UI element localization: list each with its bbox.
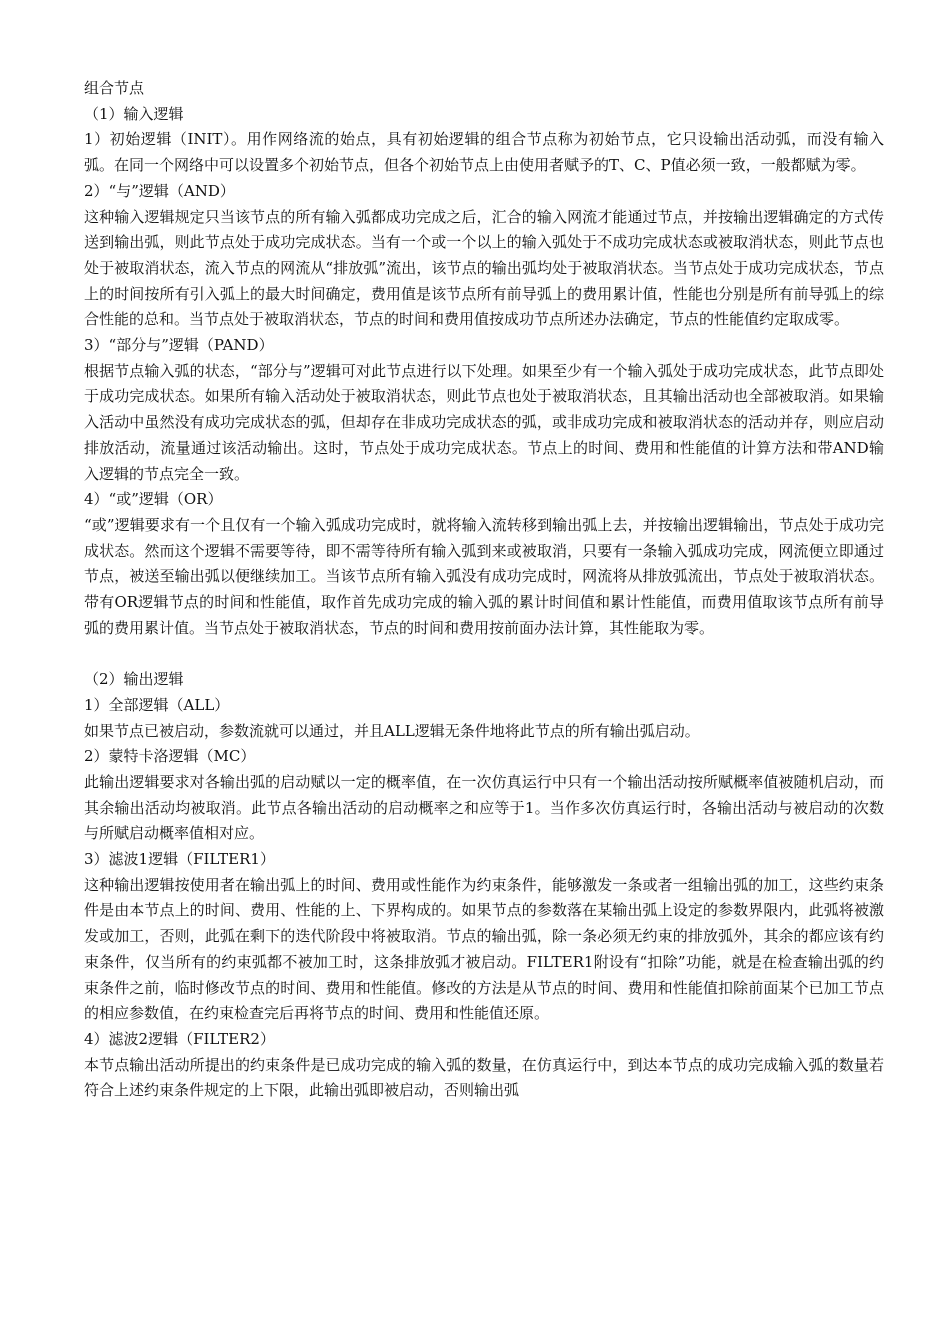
all-logic-paragraph: 如果节点已被启动，参数流就可以通过，并且ALL逻辑无条件地将此节点的所有输出弧启动。 [84,721,700,740]
pand-logic-paragraph: 根据节点输入弧的状态，“部分与”逻辑可对此节点进行以下处理。如果至少有一个输入弧处于成功完成状态，此节点即处于成功完成状态。如果所有输入活动处于被取消状态，则此节点也处于被取消状态，且其输出活动也全部被取消。如果输入活动中虽然没有成功完成状态的弧，但却存在非成功完成状态的弧，或非成功完成和被取消状态的活动并存，则应启动排放活动，流量通过该活动输出。这时，节点处于成功完成状态。节点上的时间、费用和性能值的计算方法和带AND输入逻辑的节点完全一致。 [84,361,884,483]
mc-logic-heading: 2）蒙特卡洛逻辑（MC） [84,747,256,766]
document-page [84,76,884,1104]
pand-logic-heading: 3）“部分与”逻辑（PAND） [84,336,274,355]
filter2-logic-paragraph: 本节点输出活动所提出的约束条件是已成功完成的输入弧的数量，在仿真运行中，到达本节点的成功完成输入弧的数量若符合上述约束条件规定的上下限，此输出弧即被启动，否则输出弧 [84,1055,884,1100]
mc-logic-paragraph: 此输出逻辑要求对各输出弧的启动赋以一定的概率值，在一次仿真运行中只有一个输出活动按所赋概率值被随机启动，而其余输出活动均被取消。此节点各输出活动的启动概率之和应等于1。当作多次仿真运行时，各输出活动与被启动的次数与所赋启动概率值相对应。 [84,772,884,843]
or-logic-paragraph: “或”逻辑要求有一个且仅有一个输入弧成功完成时，就将输入流转移到输出弧上去，并按输出逻辑输出，节点处于成功完成状态。然而这个逻辑不需要等待，即不需等待所有输入弧到来或被取消，只要有一条输入弧成功完成，网流便立即通过节点，被送至输出弧以便继续加工。当该节点所有输入弧没有成功完成时，网流将从排放弧流出，节点处于被取消状态。带有OR逻辑节点的时间和性能值，取作首先成功完成的输入弧的累计时间值和累计性能值，而费用值取该节点所有前导弧的费用累计值。当节点处于被取消状态，节点的时间和费用按前面办法计算，其性能取为零。 [84,515,884,637]
section-spacer [84,641,884,667]
input-logic-heading: （1）输入逻辑 [84,104,184,123]
filter2-logic-heading: 4）滤波2逻辑（FILTER2） [84,1030,275,1048]
output-logic-heading: （2）输出逻辑 [84,670,184,689]
and-logic-paragraph: 这种输入逻辑规定只当该节点的所有输入弧都成功完成之后，汇合的输入网流才能通过节点，并按输出逻辑确定的方式传送到输出弧，则此节点处于成功完成状态。当有一个或一个以上的输入弧处于不成功完成状态或被取消状态，则此节点也处于被取消状态，流入节点的网流从“排放弧”流出，该节点的输出弧均处于被取消状态。当节点处于成功完成状态，节点上的时间按所有引入弧上的最大时间确定，费用值是该节点所有前导弧上的费用累计值，性能也分别是所有前导弧上的综合性能的总和。当节点处于被取消状态，节点的时间和费用值按成功节点所述办法确定，节点的性能值约定取成零。 [84,207,884,329]
filter1-logic-paragraph: 这种输出逻辑按使用者在输出弧上的时间、费用或性能作为约束条件，能够激发一条或者一组输出弧的加工，这些约束条件是由本节点上的时间、费用、性能的上、下界构成的。如果节点的参数落在某输出弧上设定的参数界限内，此弧将被激发或加工，否则，此弧在剩下的迭代阶段中将被取消。节点的输出弧，除一条必须无约束的排放弧外，其余的都应该有约束条件，仅当所有的约束弧都不被加工时，这条排放弧才被启动。FILTER1附设有“扣除”功能，就是在检查输出弧的约束条件之前，临时修改节点的时间、费用和性能值。修改的方法是从节点的时间、费用和性能值扣除前面某个已加工节点的相应参数值，在约束检查完后再将节点的时间、费用和性能值还原。 [84,875,884,1023]
filter1-logic-heading: 3）滤波1逻辑（FILTER1） [84,850,275,869]
and-logic-heading: 2）“与”逻辑（AND） [84,181,235,200]
document-title: 组合节点 [84,79,145,97]
all-logic-heading: 1）全部逻辑（ALL） [84,695,230,714]
or-logic-heading: 4）“或”逻辑（OR） [84,490,223,509]
init-logic-paragraph: 1）初始逻辑（INIT）。用作网络流的始点，具有初始逻辑的组合节点称为初始节点，它只设输出活动弧，而没有输入弧。在同一个网络中可以设置多个初始节点，但各个初始节点上由使用者赋予的T、C、P值必须一致，一般都赋为零。 [84,130,884,175]
